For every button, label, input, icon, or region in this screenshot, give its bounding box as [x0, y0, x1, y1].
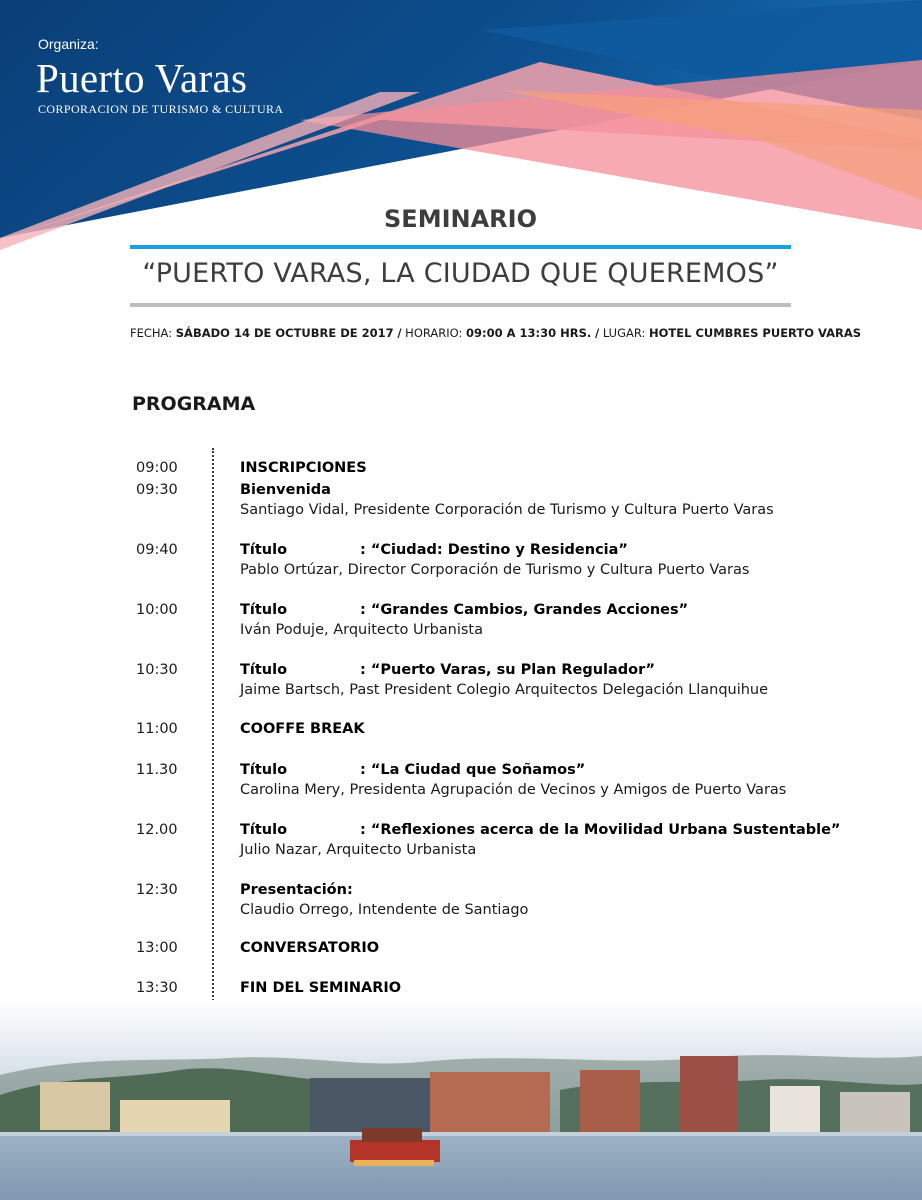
speaker-line: Julio Nazar, Arquitecto Urbanista	[240, 842, 477, 858]
event-title: “PUERTO VARAS, LA CIUDAD QUE QUEREMOS”	[142, 258, 779, 289]
program-heading: PROGRAMA	[132, 393, 256, 415]
speaker-line: Santiago Vidal, Presidente Corporación de Turismo y Cultura Puerto Varas	[240, 502, 774, 518]
titulo-label: Título	[240, 602, 288, 618]
speaker-line: Iván Poduje, Arquitecto Urbanista	[240, 622, 484, 638]
schedule-time: 10:00	[136, 602, 178, 618]
speaker-line: Claudio Orrego, Intendente de Santiago	[240, 902, 529, 918]
gray-divider	[130, 303, 791, 307]
schedule-time: 13:00	[136, 940, 178, 956]
titulo-label: Título	[240, 662, 288, 678]
info-separator: /	[397, 326, 402, 340]
schedule-title: Bienvenida	[240, 482, 331, 498]
speaker-line: Carolina Mery, Presidenta Agrupación de Vecinos y Amigos de Puerto Varas	[240, 782, 787, 798]
lugar-value: HOTEL CUMBRES PUERTO VARAS	[649, 326, 862, 340]
info-separator: /	[594, 326, 600, 340]
schedule-title: INSCRIPCIONES	[240, 460, 367, 476]
schedule-time: 09:40	[136, 542, 178, 558]
schedule-time: 12:30	[136, 882, 178, 898]
talk-title: : “Reflexiones acerca de la Movilidad Urbana Sustentable”	[360, 822, 841, 838]
talk-title: : “Grandes Cambios, Grandes Acciones”	[360, 602, 689, 618]
speaker-line: Pablo Ortúzar, Director Corporación de Turismo y Cultura Puerto Varas	[240, 562, 750, 578]
titulo-label: Título	[240, 762, 288, 778]
fecha-label: FECHA:	[130, 326, 173, 340]
footer-lakefront-photo	[0, 1000, 922, 1200]
blue-divider	[130, 245, 791, 249]
schedule-time: 11:00	[136, 721, 178, 737]
schedule-title: COOFFE BREAK	[240, 721, 365, 737]
schedule-time: 10:30	[136, 662, 178, 678]
brand-logo-subtitle: CORPORACION DE TURISMO & CULTURA	[38, 102, 284, 116]
brand-logo-name: Puerto Varas	[36, 55, 248, 101]
event-type-heading: SEMINARIO	[384, 205, 537, 233]
schedule-title: Presentación:	[240, 882, 353, 898]
talk-title: : “La Ciudad que Soñamos”	[360, 762, 586, 778]
event-info-line	[130, 326, 861, 340]
schedule-time: 09:00	[136, 460, 178, 476]
talk-title: : “Ciudad: Destino y Residencia”	[360, 542, 628, 558]
speaker-line: Jaime Bartsch, Past President Colegio Arquitectos Delegación Llanquihue	[240, 682, 769, 698]
horario-label: HORARIO:	[405, 326, 463, 340]
lugar-label: LUGAR:	[602, 326, 646, 340]
fecha-value: SÁBADO 14 DE OCTUBRE DE 2017	[175, 326, 394, 340]
titulo-label: Título	[240, 542, 288, 558]
horario-value: 09:00 A 13:30 HRS.	[466, 326, 592, 340]
schedule-time: 13:30	[136, 980, 178, 996]
schedule-time: 09:30	[136, 482, 178, 498]
organizer-label: Organiza:	[38, 36, 99, 52]
talk-title: : “Puerto Varas, su Plan Regulador”	[360, 662, 656, 678]
schedule-time: 11.30	[136, 762, 178, 778]
titulo-label: Título	[240, 822, 288, 838]
timeline-dotted-divider	[212, 448, 214, 1008]
schedule-time: 12.00	[136, 822, 178, 838]
schedule-title: FIN DEL SEMINARIO	[240, 980, 402, 996]
schedule-title: CONVERSATORIO	[240, 940, 380, 956]
